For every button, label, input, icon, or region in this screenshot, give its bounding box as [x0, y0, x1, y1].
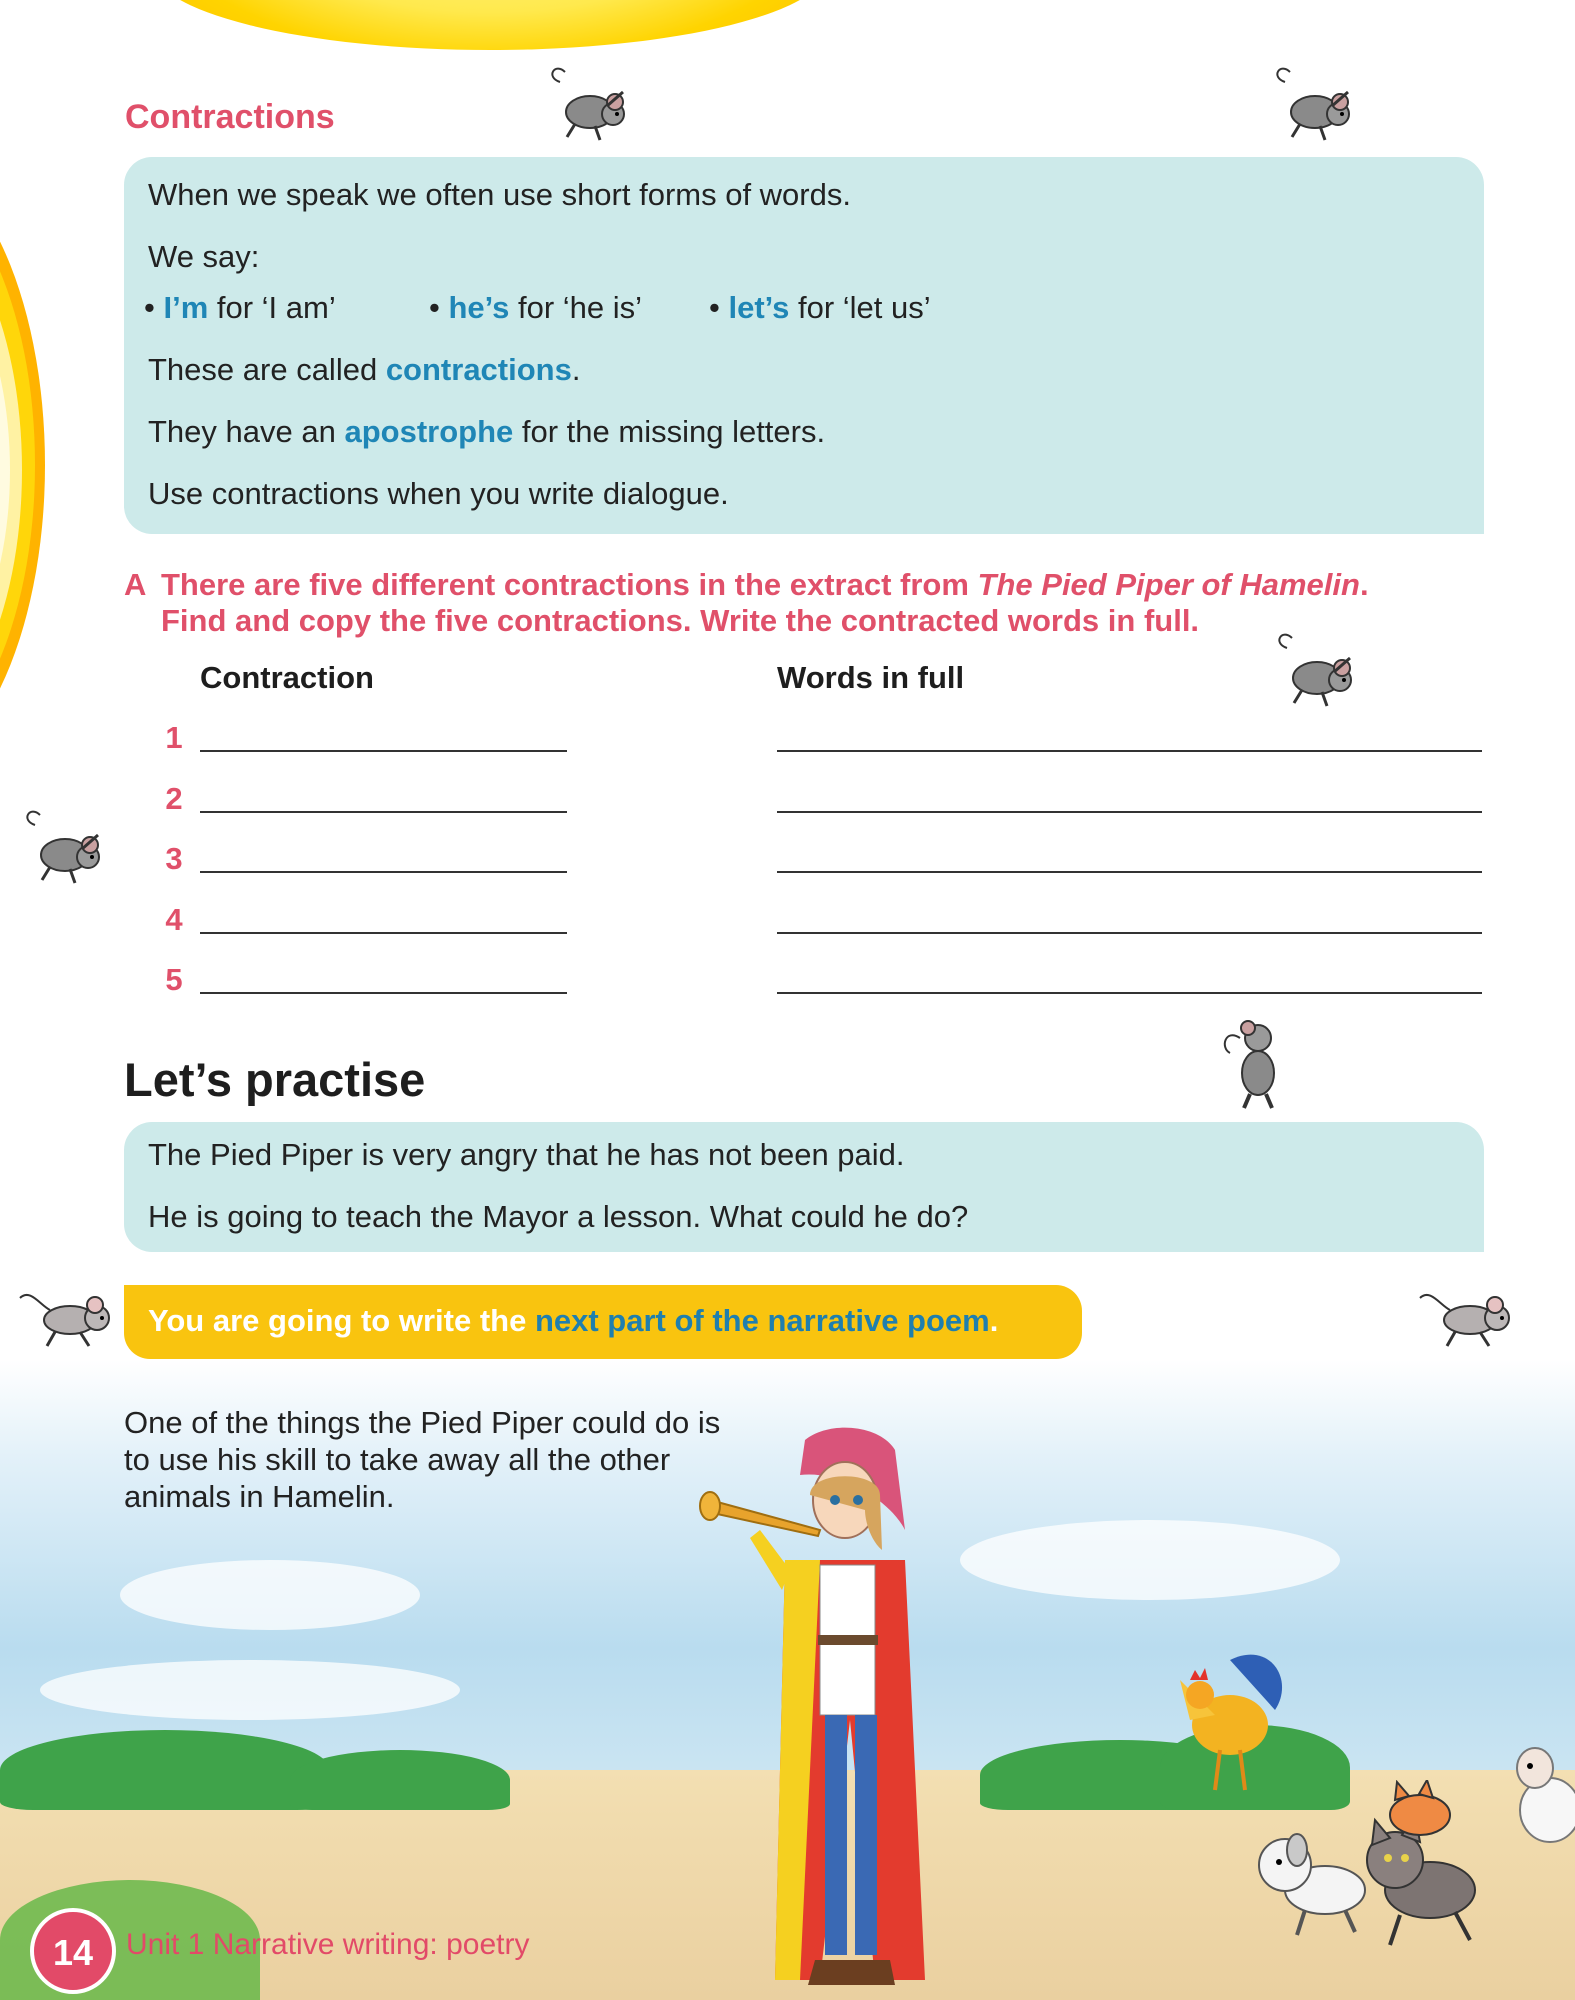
- cloud: [120, 1560, 420, 1630]
- text: .: [989, 1303, 999, 1338]
- words-in-full-answer-line[interactable]: [777, 750, 1482, 752]
- contraction-meaning: for ‘I am’: [208, 290, 336, 325]
- words-in-full-answer-line[interactable]: [777, 811, 1482, 813]
- story-paragraph: One of the things the Pied Piper could do is to use his skill to take away all the other animals in Hamelin.: [124, 1405, 721, 1514]
- banner-text: [148, 1303, 998, 1339]
- practise-line: He is going to teach the Mayor a lesson. What could he do?: [148, 1199, 969, 1234]
- task-instructions: [161, 567, 1441, 639]
- bullet-dot: •: [429, 290, 449, 325]
- mouse-icon: [15, 1280, 120, 1360]
- pied-piper-illustration: [690, 1420, 1020, 2000]
- mouse-icon: [20, 805, 115, 895]
- contraction-example: let’s: [728, 290, 790, 325]
- keyword-apostrophe: apostrophe: [344, 414, 514, 449]
- mouse-icon: [545, 62, 640, 152]
- book-title: The Pied Piper of Hamelin: [977, 567, 1360, 602]
- bush: [290, 1750, 510, 1810]
- bullet-row: [709, 290, 931, 326]
- column-header-words-in-full: Words in full: [777, 660, 965, 695]
- words-in-full-answer-line[interactable]: [777, 992, 1482, 994]
- cat-icon: [1375, 1780, 1465, 1850]
- sheep-icon: [1510, 1740, 1575, 1860]
- text: .: [571, 352, 581, 387]
- practise-heading: Let’s practise: [124, 1053, 426, 1106]
- text: . Find and copy the five contractions. Write the contracted words in full.: [161, 567, 1369, 638]
- contractions-info-box: [124, 157, 1484, 534]
- row-number: 1: [165, 720, 183, 755]
- words-in-full-answer-line[interactable]: [777, 871, 1482, 873]
- bush: [0, 1730, 330, 1810]
- task-letter: A: [124, 567, 147, 602]
- contraction-answer-line[interactable]: [200, 871, 567, 873]
- mouse-icon: [1415, 1280, 1520, 1360]
- contraction-answer-line[interactable]: [200, 811, 567, 813]
- words-in-full-answer-line[interactable]: [777, 932, 1482, 934]
- info-line: We say:: [148, 239, 260, 274]
- rooster-icon: [1160, 1640, 1300, 1800]
- section-title: Contractions: [125, 98, 335, 136]
- instruction-banner: [124, 1285, 1082, 1359]
- contraction-meaning: for ‘he is’: [509, 290, 643, 325]
- row-number: 3: [165, 841, 183, 876]
- page-number: 14: [52, 1932, 94, 1973]
- mouse-icon: [1272, 628, 1367, 718]
- unit-label: Unit 1 Narrative writing: poetry: [126, 1928, 530, 1961]
- bullet-dot: •: [144, 290, 164, 325]
- row-number: 2: [165, 781, 183, 816]
- contraction-answer-line[interactable]: [200, 750, 567, 752]
- contraction-example: he’s: [448, 290, 510, 325]
- bullet-row: [144, 290, 336, 326]
- practise-box: [124, 1122, 1484, 1252]
- cloud: [40, 1660, 460, 1720]
- banner-highlight: next part of the narrative poem: [534, 1303, 990, 1338]
- contraction-answer-line[interactable]: [200, 932, 567, 934]
- text: for the missing letters.: [513, 414, 826, 449]
- contraction-meaning: for ‘let us’: [789, 290, 931, 325]
- row-number: 5: [165, 962, 183, 997]
- bullet-row: [429, 290, 642, 326]
- contraction-answer-line[interactable]: [200, 992, 567, 994]
- info-line: When we speak we often use short forms of words.: [148, 177, 851, 212]
- text: There are five different contractions in the extract from: [161, 567, 978, 602]
- practise-line: The Pied Piper is very angry that he has not been paid.: [148, 1137, 905, 1172]
- text: You are going to write the: [148, 1303, 535, 1338]
- row-number: 4: [165, 902, 183, 937]
- column-header-contraction: Contraction: [200, 660, 374, 695]
- page-number-badge: [30, 1908, 116, 1994]
- info-line: Use contractions when you write dialogue.: [148, 476, 729, 511]
- bullet-dot: •: [709, 290, 729, 325]
- contraction-example: I’m: [163, 290, 209, 325]
- mouse-icon: [1270, 62, 1365, 152]
- text: They have an: [148, 414, 345, 449]
- text: These are called: [148, 352, 386, 387]
- info-line: [148, 414, 825, 450]
- info-line: [148, 352, 580, 388]
- keyword-contractions: contractions: [385, 352, 572, 387]
- sun-decoration-top: [150, 0, 830, 50]
- mouse-icon: [1210, 1018, 1290, 1113]
